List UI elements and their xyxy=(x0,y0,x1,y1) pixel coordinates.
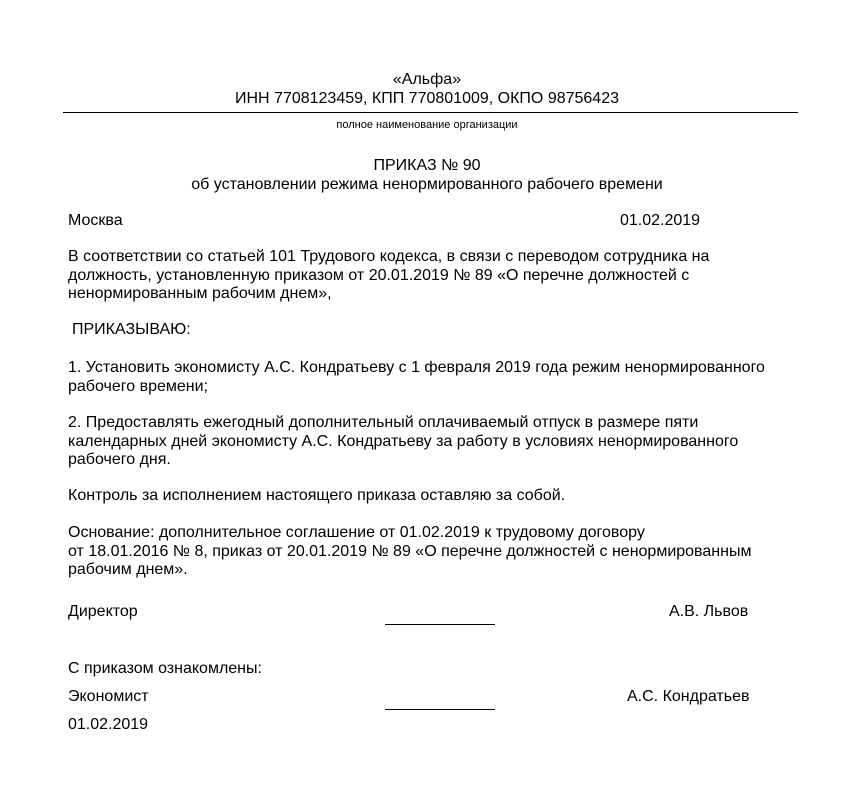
order-subtitle: об установлении режима ненормированного рабочего времени xyxy=(191,176,663,193)
director-signature-line xyxy=(385,624,495,625)
organization-name: «Альфа» xyxy=(392,71,462,88)
order-item-1 xyxy=(68,359,765,396)
order-word: ПРИКАЗЫВАЮ: xyxy=(72,321,191,338)
order-title: ПРИКАЗ № 90 xyxy=(373,157,481,174)
organization-caption: полное наименование организации xyxy=(336,119,518,131)
order-date: 01.02.2019 xyxy=(620,212,701,229)
organization-codes: ИНН 7708123459, КПП 770801009, ОКПО 98756423 xyxy=(234,90,619,107)
basis-line: от 18.01.2016 № 8, приказ от 20.01.2019 № 89 «О перечне должностей с ненормированным xyxy=(68,542,752,560)
basis-paragraph xyxy=(68,524,751,580)
preamble-paragraph xyxy=(68,248,709,304)
preamble-line: должность, установленную приказом от 20.01.2019 № 89 «О перечне должностей с xyxy=(68,266,690,284)
item-line: рабочего времени; xyxy=(68,377,208,395)
director-name: А.В. Львов xyxy=(669,603,749,620)
order-city: Москва xyxy=(68,212,123,229)
item-line: 1. Установить экономисту А.С. Кондратьеву с 1 февраля 2019 года режим ненормированного xyxy=(68,359,765,376)
employee-title: Экономист xyxy=(68,688,149,705)
basis-line: рабочим днем». xyxy=(68,561,188,578)
item-line: календарных дней экономисту А.С. Кондратьеву за работу в условиях ненормированного xyxy=(68,432,739,450)
preamble-line: ненормированным рабочим днем», xyxy=(68,285,332,302)
preamble-line: В соответствии со статьей 101 Трудового кодекса, в связи с переводом сотрудника на xyxy=(68,248,710,265)
control-statement: Контроль за исполнением настоящего приказа оставляю за собой. xyxy=(68,487,566,504)
acquainted-heading: С приказом ознакомлены: xyxy=(68,660,262,677)
basis-line: Основание: дополнительное соглашение от 01.02.2019 к трудовому договору xyxy=(68,524,645,541)
employee-signature-line xyxy=(385,709,495,710)
organization-underline xyxy=(63,112,798,113)
employee-date: 01.02.2019 xyxy=(68,716,149,733)
director-title: Директор xyxy=(68,603,138,620)
item-line: 2. Предоставлять ежегодный дополнительный оплачиваемый отпуск в размере пяти xyxy=(68,414,699,431)
order-item-2 xyxy=(68,414,738,470)
item-line: рабочего дня. xyxy=(68,451,171,468)
employee-name: А.С. Кондратьев xyxy=(627,688,750,705)
